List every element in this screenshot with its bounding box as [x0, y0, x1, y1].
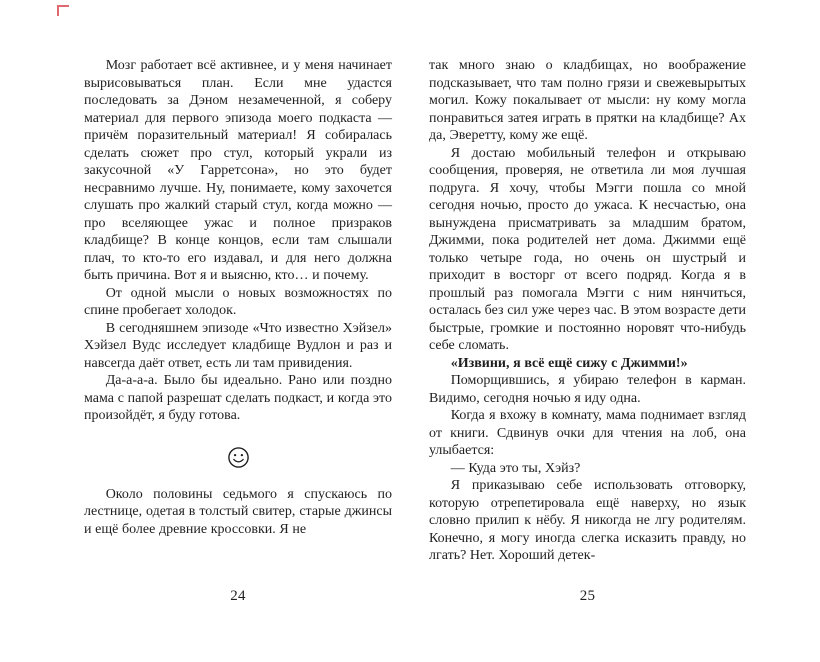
paragraph: так много знаю о кладбищах, но воображение подсказывает, что там полно грязи и свежевырытых могил. Кожу покалывает от мысли: ну кому могла понравиться затея играть в прятки на кладбище? Ах да, Эверетту, кому же ещё.: [429, 58, 746, 143]
paragraph: — Куда это ты, Хэйз?: [450, 460, 581, 476]
page-left: [84, 0, 392, 662]
smiley-row: [84, 446, 392, 470]
right-paragraphs: [429, 57, 746, 565]
left-paragraphs-bottom: [84, 486, 392, 539]
left-paragraphs-top: [84, 57, 392, 425]
paragraph: Мозг работает всё активнее, и у меня начинает вырисовываться план. Если мне удастся последовать за Дэном незамеченной, я соберу материал для первого эпизода моего подкаста — причём поразительный материал! Я собиралась сделать сюжет про стул, который украли из закусочной «У Гарретсона», но это будет несравнимо лучше. Ну, понимаете, кому захочется слушать про жалкий старый стул, когда можно — про вселяющее ужас и полное призраков кладбище? В конце концов, если там слышали плач, то кто-то его издавал, и для него должна быть причина. Вот я и выясню, кто… и почему.: [84, 58, 392, 283]
paragraph: От одной мысли о новых возможностях по спине пробегает холодок.: [84, 285, 392, 318]
page-right-body: [429, 57, 746, 565]
paragraph: Когда я вхожу в комнату, мама поднимает взгляд от книги. Сдвинув очки для чтения на лоб, она улыбается:: [429, 408, 746, 458]
paragraph: Я достаю мобильный телефон и открываю сообщения, проверяя, не ответила ли моя лучшая подруга. Я хочу, чтобы Мэгги пошла со мной сегодня ночью, просто до ужаса. К несчастью, она вынуждена присматривать за младшим братом, Джимми, пока родителей нет дома. Джимми ещё только четыре года, но очень он шустрый и приходит в восторг от всего подряд. Когда я в прошлый раз помогала Мэгги с ним нянчиться, осталась без сил уже через час. В этом возрасте дети быстрые, громкие и постоянно норовят что-нибудь себе сломать.: [429, 145, 746, 353]
smiley-icon: [227, 446, 250, 469]
page-number-right: 25: [579, 588, 596, 604]
red-corner-mark: [57, 5, 69, 16]
sms-quote-paragraph: «Извини, я всё ещё сижу с Джимми!»: [450, 355, 688, 371]
paragraph: Около половины седьмого я спускаюсь по лестнице, одетая в толстый свитер, старые джинсы и ещё более древние кроссовки. Я не: [84, 486, 392, 537]
paragraph: В сегодняшнем эпизоде «Что известно Хэйзел» Хэйзел Вудс исследует кладбище Вудлон и раз и навсегда даёт ответ, есть ли там привидения.: [84, 320, 392, 371]
paragraph: Я приказываю себе использовать отговорку, которую отрепетировала ещё наверху, но язык словно прилип к нёбу. Я никогда не лгу родителям. Конечно, я могу иногда слегка исказить правду, но лгать? Нет. Хороший детек-: [429, 478, 746, 563]
paragraph: Поморщившись, я убираю телефон в карман. Видимо, сегодня ночью я иду одна.: [429, 373, 746, 406]
page-left-body: [84, 57, 392, 538]
paragraph: Да-а-а-а. Было бы идеально. Рано или поздно мама с папой разрешат сделать подкаст, и когда это произойдёт, я буду готова.: [84, 373, 392, 423]
page-right: [429, 0, 746, 662]
page-number-left: 24: [230, 588, 246, 604]
